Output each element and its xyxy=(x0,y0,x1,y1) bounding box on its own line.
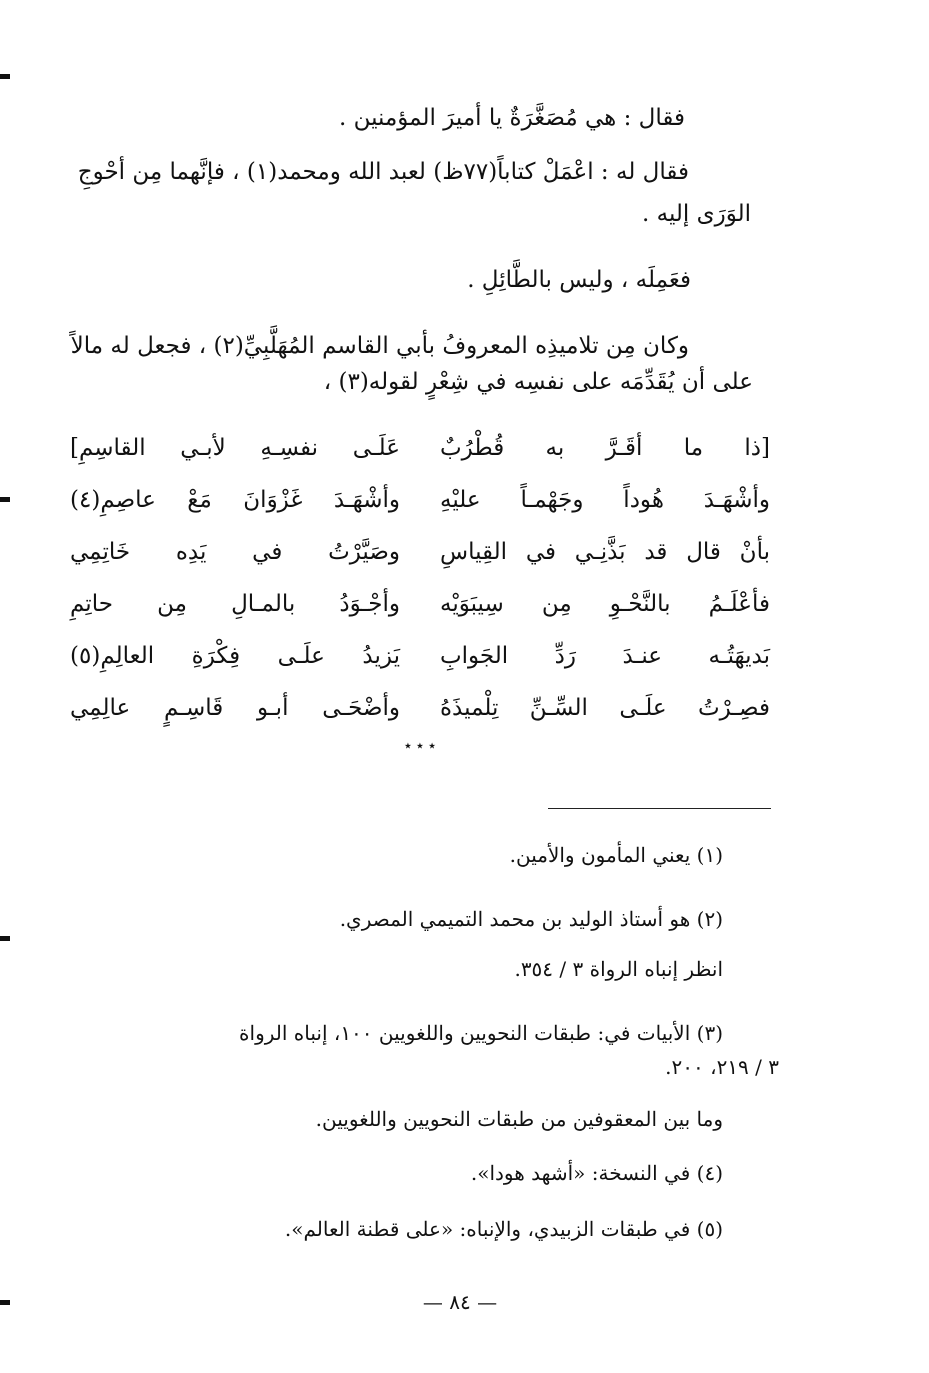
poem-verse xyxy=(70,424,770,476)
poem-verse xyxy=(70,684,770,736)
paragraph-line: على أن يُقَدِّمَه على نفسِه في شِعْرٍ لقوله(٣) ، xyxy=(323,369,753,395)
verse-hemistich-left: وأضْحَـى أبـو قَاسِـمٍ عالِمِي xyxy=(70,695,400,721)
poem-verse xyxy=(70,528,770,580)
page-number: — ٨٤ — xyxy=(422,1290,498,1314)
verse-hemistich-left: وأشْهَـدَ غَزْوَانَ مَعْ عاصِمِ(٤) xyxy=(70,487,400,513)
footnote-4: (٤) في النسخة: «أشهد هودا». xyxy=(470,1161,723,1185)
footnote-1: (١) يعني المأمون والأمين. xyxy=(509,843,723,867)
verse-hemistich-left: عَلَـى نفسِـهِ لأبـي القاسِمِ] xyxy=(70,435,400,461)
footnote-2-ref: انظر إنباه الرواة ٣ / ٣٥٤. xyxy=(514,957,723,981)
footnote-3: (٣) الأبيات في: طبقات النحويين واللغويين ١٠٠، إنباه الرواة xyxy=(239,1021,723,1045)
verse-hemistich-right: فأعْلَـمُ بالنَّحْـوِ مِن سِيبَوَيْه xyxy=(440,591,770,617)
paragraph-line: فقال له : اعْمَلْ كتاباً(٧٧ظ) لعبد الله ومحمد(١) ، فإنَّهما مِن أحْوجِ xyxy=(77,159,689,185)
verse-hemistich-right: [ذا ما أقَـرَّ به قُطْرُبٌ xyxy=(440,435,770,461)
footnote-3-cont: ٣ / ٢١٩، ٢٠٠. xyxy=(665,1055,779,1079)
scan-edge-mark xyxy=(0,74,10,79)
section-ornament: ٭ ٭ ٭ xyxy=(404,738,436,754)
verse-hemistich-right: وأشْهَـدَ هُوداً وجَهْمـاً عليْهِ xyxy=(440,487,770,513)
verse-hemistich-left: وصَيَّرْتُ في يَدِه خَاتِمِي xyxy=(70,539,400,565)
footnote-separator xyxy=(548,808,771,809)
paragraph-line: فقال : هي مُصَغَّرَةٌ يا أميرَ المؤمنين . xyxy=(338,105,685,131)
poem-verse xyxy=(70,580,770,632)
poem-verse xyxy=(70,476,770,528)
verse-hemistich-right: بأنْ قال قد بَذَّنِـي في القِياسِ xyxy=(440,539,770,565)
paragraph-line: فعَمِلَه ، وليس بالطَّائِلِ . xyxy=(467,267,691,293)
paragraph-line: الوَرَى إليه . xyxy=(642,201,751,227)
footnote-2: (٢) هو أستاذ الوليد بن محمد التميمي المصري. xyxy=(339,907,723,931)
poem-verse xyxy=(70,632,770,684)
verse-hemistich-left: وأجْـوَدُ بالمـالِ مِن حاتِمِ xyxy=(70,591,400,617)
paragraph-line: وكان مِن تلاميذِه المعروفُ بأبي القاسم المُهَلَّبِيِّ(٢) ، فجعل له مالاً xyxy=(70,333,689,359)
verse-hemistich-left: يَزيدُ علَـى فِكْرَةِ العالِمِ(٥) xyxy=(70,643,400,669)
verse-hemistich-right: فصِـرْتُ علَـى السِّـنِّ تِلْميذَهُ xyxy=(440,695,770,721)
verse-hemistich-right: بَديهَتُـه عنـدَ رَدِّ الجَوابِ xyxy=(440,643,770,669)
footnote-3-note: وما بين المعقوفين من طبقات النحويين واللغويين. xyxy=(315,1107,723,1131)
scan-edge-mark xyxy=(0,936,10,941)
footnote-5: (٥) في طبقات الزبيدي، والإنباه: «على قطنة العالم». xyxy=(284,1217,723,1241)
scan-edge-mark xyxy=(0,1300,10,1305)
scan-edge-mark xyxy=(0,497,10,502)
